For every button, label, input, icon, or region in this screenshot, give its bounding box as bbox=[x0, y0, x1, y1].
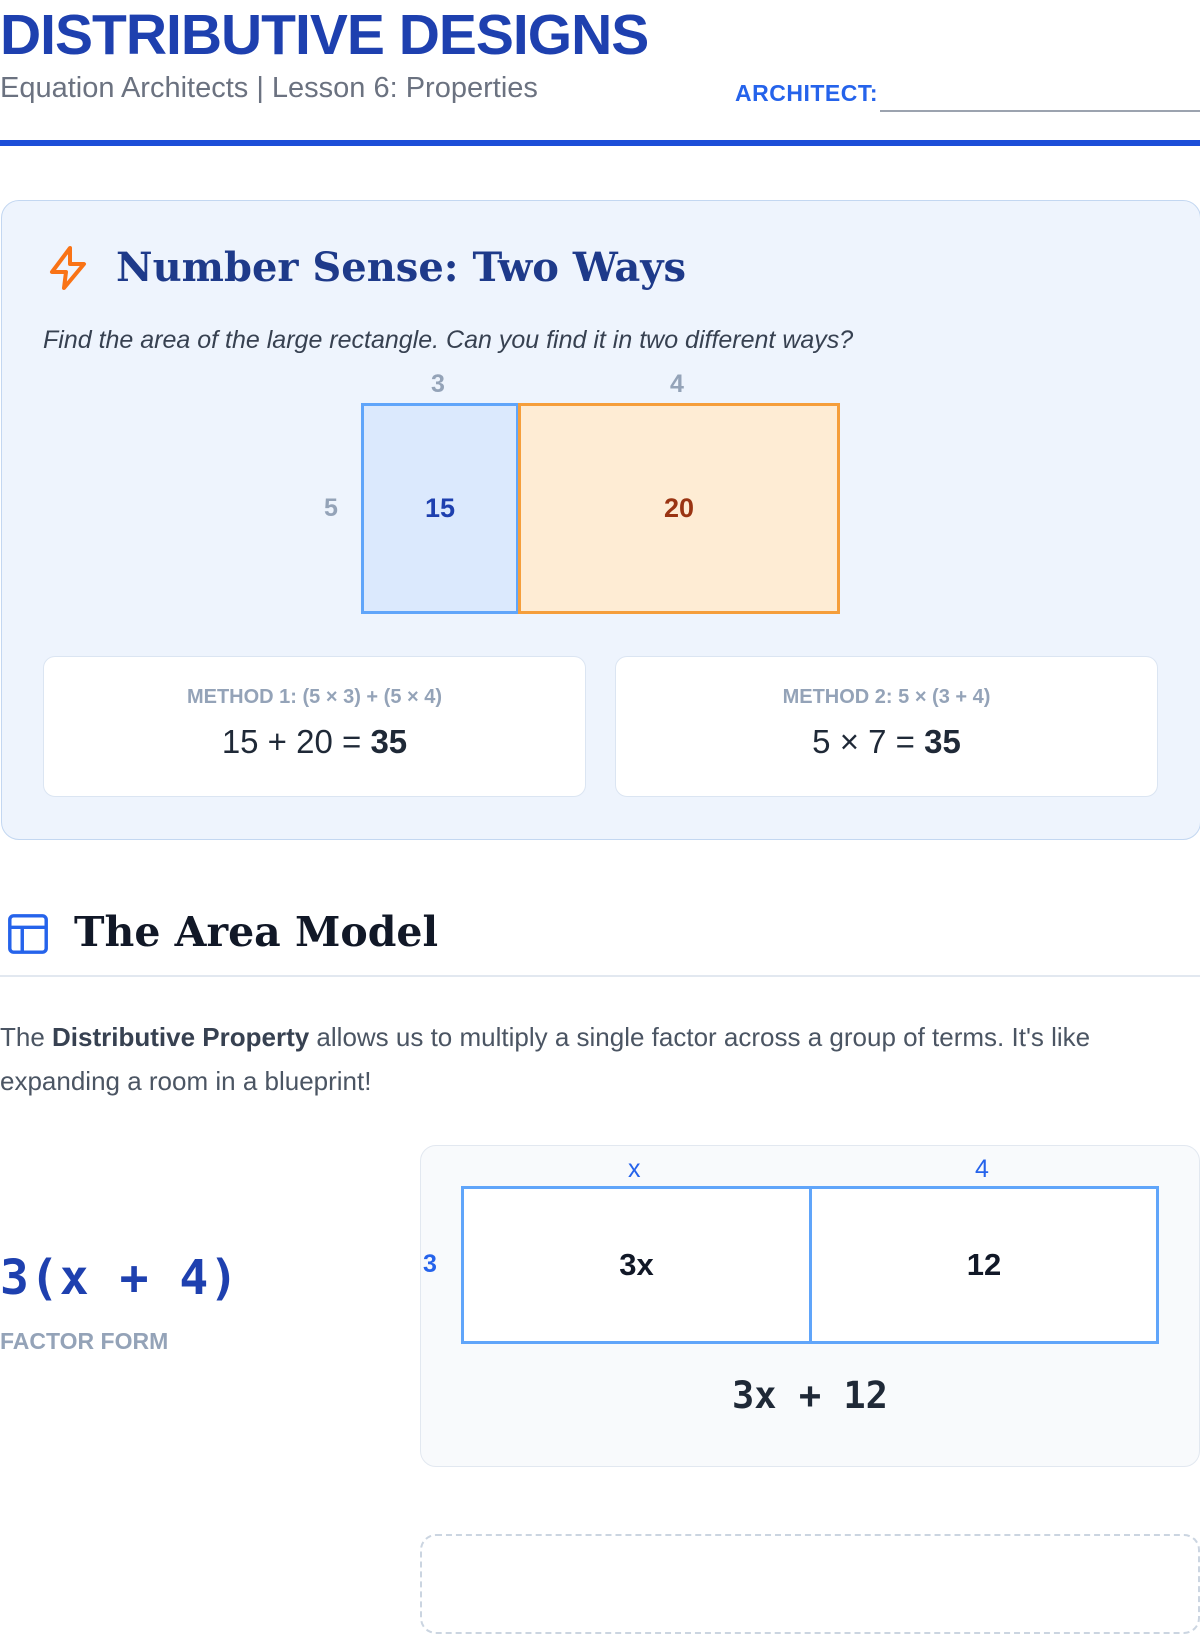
dim-label-4: 4 bbox=[975, 1155, 989, 1183]
area-value-left: 15 bbox=[424, 493, 456, 523]
method-2-label: METHOD 2: 5 × (3 + 4) bbox=[782, 686, 991, 708]
answer-box[interactable] bbox=[420, 1534, 1200, 1634]
worksheet-subtitle: Equation Architects | Lesson 6: Properties bbox=[0, 72, 538, 104]
architect-name-line[interactable] bbox=[880, 110, 1200, 112]
area-model-title: The Area Model bbox=[74, 908, 439, 956]
number-sense-title: Number Sense: Two Ways bbox=[116, 244, 686, 291]
area-cell-12: 12 bbox=[966, 1247, 1002, 1282]
worksheet-title: DISTRIBUTIVE DESIGNS bbox=[0, 3, 649, 67]
method-1-label: METHOD 1: (5 × 3) + (5 × 4) bbox=[186, 686, 443, 708]
area-rect-left bbox=[361, 403, 519, 614]
lightning-bolt-icon bbox=[44, 242, 92, 294]
area-value-right: 20 bbox=[663, 493, 695, 523]
method-1-expression: 15 + 20 = 35 bbox=[221, 723, 408, 760]
header-divider bbox=[0, 140, 1200, 146]
layout-icon bbox=[5, 911, 51, 957]
method-2-result: 35 bbox=[924, 723, 961, 760]
width-label-right: 4 bbox=[670, 370, 684, 398]
section-divider bbox=[0, 975, 1200, 977]
method-1-result: 35 bbox=[370, 723, 408, 760]
method-2-card bbox=[615, 656, 1158, 797]
method-1-card bbox=[43, 656, 586, 797]
distributive-property-term: Distributive Property bbox=[52, 1022, 310, 1052]
method-2-expression: 5 × 7 = 35 bbox=[812, 723, 961, 760]
factor-form-expression: 3(x + 4) bbox=[0, 1250, 240, 1306]
architect-label: ARCHITECT: bbox=[735, 80, 878, 106]
width-label-left: 3 bbox=[431, 370, 445, 398]
dim-label-x: x bbox=[628, 1155, 641, 1183]
area-rect-right bbox=[518, 403, 840, 614]
area-cell-3x: 3x bbox=[464, 1189, 812, 1341]
number-sense-instruction: Find the area of the large rectangle. Can you find it in two different ways? bbox=[43, 326, 854, 354]
area-model-rectangle bbox=[461, 1186, 1159, 1344]
dim-label-3: 3 bbox=[423, 1250, 437, 1278]
factor-form-label: FACTOR FORM bbox=[0, 1328, 169, 1354]
area-model-description: The Distributive Property allows us to multiply a single factor across a group of terms. It's like expanding a room in a blueprint! bbox=[0, 1022, 1091, 1096]
height-label: 5 bbox=[324, 494, 338, 522]
expanded-form-expression: 3x + 12 bbox=[732, 1374, 888, 1417]
